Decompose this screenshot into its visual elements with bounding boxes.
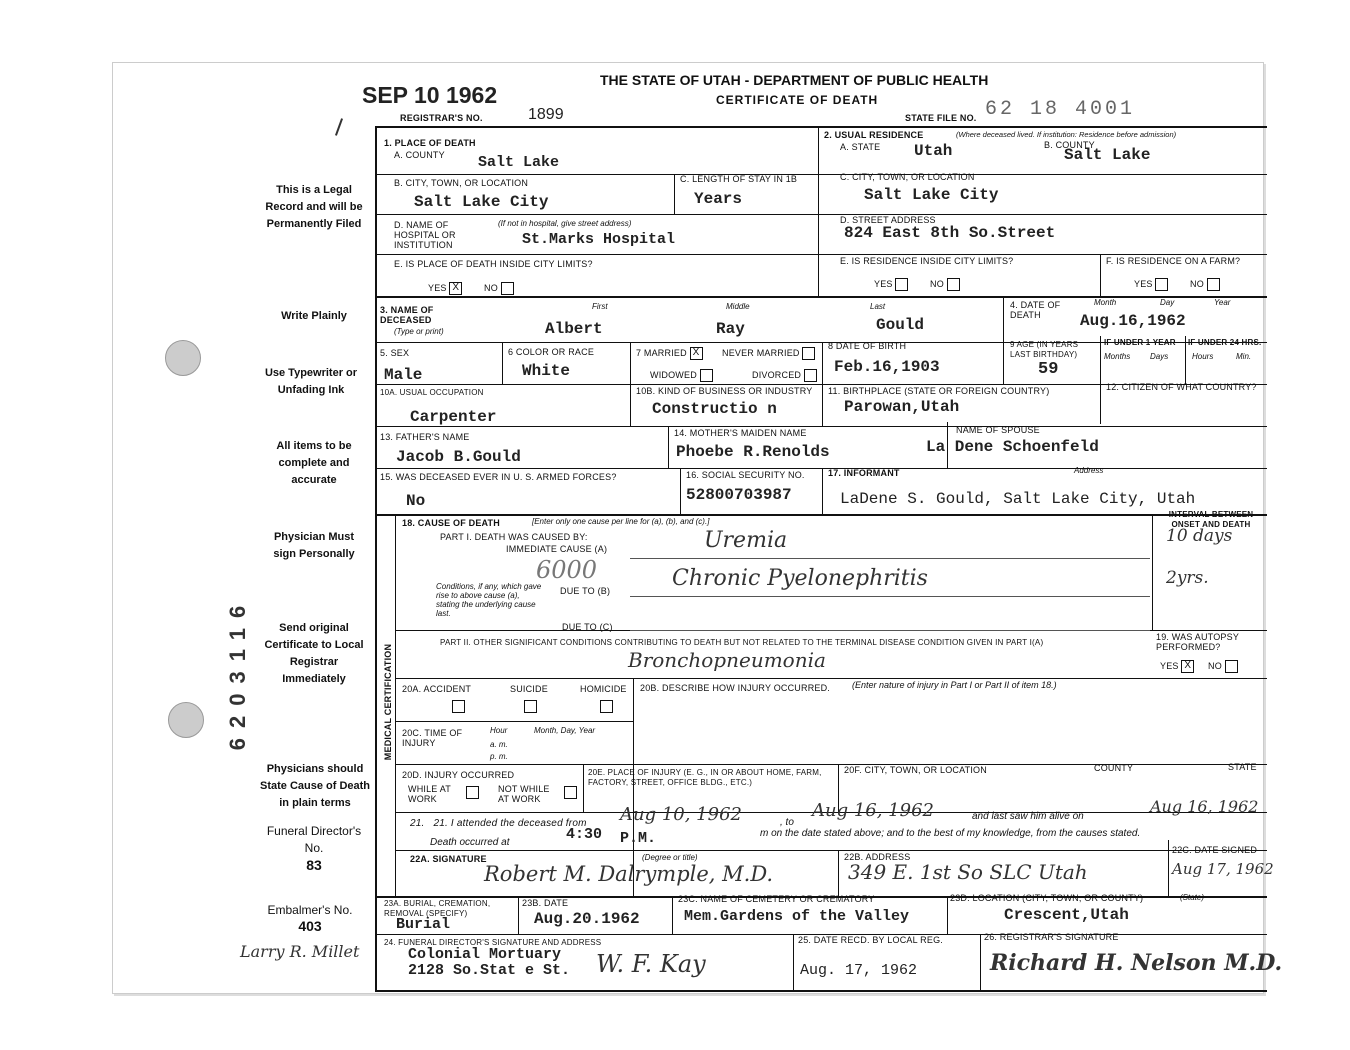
sex-label: 5. SEX <box>380 348 410 358</box>
cause-note: [Enter only one cause per line for (a), (b), and (c).] <box>532 517 710 526</box>
place-city-label: B. CITY, TOWN, OR LOCATION <box>394 178 529 188</box>
checkbox-res-no[interactable] <box>947 278 960 291</box>
embalmer-number: 403 <box>298 918 322 934</box>
county-of-injury-label: COUNTY <box>1094 763 1134 773</box>
birthplace: Parowan,Utah <box>844 398 960 416</box>
physician-address: 349 E. 1st So SLC Utah <box>848 860 1088 884</box>
middle-name-label: Middle <box>726 302 750 311</box>
death-pm: P.M. <box>620 830 657 847</box>
place-county-label: A. COUNTY <box>394 150 445 160</box>
business: Constructio n <box>652 400 777 418</box>
cause-part2: Bronchopneumonia <box>628 648 826 672</box>
accident-label: 20A. ACCIDENT <box>402 684 472 694</box>
funeral-director-number: 83 <box>306 857 322 873</box>
date-signed-label: 22C. DATE SIGNED <box>1172 845 1258 855</box>
interval-b: 2yrs. <box>1166 568 1209 588</box>
sex: Male <box>384 366 423 384</box>
while-at-work-label: WHILE AT WORK <box>408 784 451 804</box>
state-file-number: 62 18 4001 <box>985 98 1136 121</box>
time-of-injury-label: 20C. TIME OF INJURY <box>402 728 463 748</box>
document-title: CERTIFICATE OF DEATH <box>716 93 879 107</box>
physician-address-label: 22B. ADDRESS <box>844 852 911 862</box>
conditions-note: Conditions, if any, which gave rise to above cause (a), stating the underlying cause last. <box>436 582 542 618</box>
registrar-number: 1899 <box>528 106 564 123</box>
residence-state-label: A. STATE <box>840 142 881 152</box>
cause-a: Uremia <box>704 528 788 553</box>
checkbox-autopsy-yes[interactable]: X <box>1181 660 1194 673</box>
autopsy-yes: YES X <box>1160 660 1194 673</box>
checkbox-yes[interactable]: X <box>449 282 462 295</box>
armed-forces-label: 15. WAS DECEASED EVER IN U. S. ARMED FORCES? <box>380 472 617 482</box>
age-label: 9 AGE (IN YEARS LAST BIRTHDAY) <box>1010 340 1079 359</box>
spouse-label: NAME OF SPOUSE <box>956 425 1040 435</box>
not-while-at-work-label: NOT WHILE AT WORK <box>498 784 550 804</box>
date-of-death: Aug.16,1962 <box>1080 312 1186 330</box>
disease-code: 6000 <box>536 556 598 584</box>
under-24-hours-label: IF UNDER 24 HRS. <box>1188 338 1262 347</box>
occupation-label: 10A. USUAL OCCUPATION <box>380 388 484 397</box>
deceased-name-note: (Type or print) <box>394 327 444 336</box>
checkbox-farm-no[interactable] <box>1207 278 1220 291</box>
degree-label: (Degree or title) <box>642 853 698 862</box>
residence-note: (Where deceased lived. If institution: Residence before admission) <box>956 130 1177 139</box>
residence-inside-label: E. IS RESIDENCE INSIDE CITY LIMITS? <box>840 256 1014 266</box>
sidebar-send: Send original Certificate to Local Registrar Immediately <box>264 622 364 685</box>
signature-label: 22A. SIGNATURE <box>410 854 487 864</box>
sidebar-plain: Write Plainly <box>281 310 347 322</box>
checkbox-never-married[interactable] <box>802 347 815 360</box>
residence-city: Salt Lake City <box>864 186 999 204</box>
hour-label: Hour <box>490 726 508 735</box>
registrar-signature: Richard H. Nelson M.D. <box>990 950 1283 976</box>
funeral-director-signature: W. F. Kay <box>596 950 706 978</box>
birth-date: Feb.16,1903 <box>834 358 940 376</box>
state-title: THE STATE OF UTAH - DEPARTMENT OF PUBLIC HEALTH <box>600 72 989 88</box>
place-of-injury-label: 20E. PLACE OF INJURY (E. G., IN OR ABOUT HOME, FARM, FACTORY, STREET, OFFICE BLDG., ETC.) <box>588 768 822 787</box>
hospital-label: D. NAME OF HOSPITAL OR INSTITUTION <box>394 220 456 250</box>
death-occurred-label: Death occurred at <box>430 837 510 848</box>
punch-hole-top <box>165 340 201 376</box>
place-city: Salt Lake City <box>414 193 549 211</box>
medical-certification-side-label: MEDICAL CERTIFICATION <box>383 643 393 761</box>
hospital-note: (If not in hospital, give street address) <box>498 219 632 228</box>
date-signed: Aug 17, 1962 <box>1172 860 1274 878</box>
due-to-c-label: DUE TO (C) <box>562 622 613 632</box>
registrar-label: REGISTRAR'S NO. <box>400 113 483 123</box>
injury-occurred-label: 20D. INJURY OCCURRED <box>402 770 515 780</box>
informant-address-label: Address <box>1074 466 1104 475</box>
street-label: D. STREET ADDRESS <box>840 215 936 225</box>
autopsy-label: 19. WAS AUTOPSY PERFORMED? <box>1156 632 1239 652</box>
attended-from: Aug 10, 1962 <box>620 804 742 825</box>
checkbox-no[interactable] <box>501 282 514 295</box>
farm-yes: YES <box>1134 278 1168 291</box>
inside-city-label: E. IS PLACE OF DEATH INSIDE CITY LIMITS? <box>394 259 593 269</box>
mother-label: 14. MOTHER'S MAIDEN NAME <box>674 428 807 438</box>
place-of-death-label: 1. PLACE OF DEATH <box>384 138 476 148</box>
hours-label: Hours <box>1192 352 1214 361</box>
date-received-label: 25. DATE RECD. BY LOCAL REG. <box>798 935 943 945</box>
death-month-label: Month <box>1094 298 1117 307</box>
widowed-option: WIDOWED <box>650 369 713 382</box>
checkbox-not-while-at-work[interactable] <box>564 786 577 799</box>
business-label: 10B. KIND OF BUSINESS OR INDUSTRY <box>636 386 813 396</box>
deceased-name-label: 3. NAME OF DECEASED <box>380 305 434 325</box>
physician-signature: Robert M. Dalrymple, M.D. <box>484 862 774 886</box>
how-injury-label: 20B. DESCRIBE HOW INJURY OCCURRED. <box>640 683 830 693</box>
race: White <box>522 362 571 380</box>
length-of-stay-label: C. LENGTH OF STAY IN 1B <box>680 174 798 184</box>
death-year-label: Year <box>1214 298 1231 307</box>
attended-label: 21. 21. I attended the deceased from <box>410 818 587 829</box>
months-label: Months <box>1104 352 1131 361</box>
age: 59 <box>1038 360 1059 379</box>
date-of-death-label: 4. DATE OF DEATH <box>1010 300 1061 320</box>
punch-hole-bottom <box>168 702 204 738</box>
death-time: 4:30 <box>566 826 603 843</box>
residence-inside-no: NO <box>930 278 960 291</box>
place-inside-yes: YES X <box>428 282 462 295</box>
embalmer-signature: Larry R. Millet <box>240 942 360 961</box>
homicide-label: HOMICIDE <box>580 684 627 694</box>
checkbox-suicide[interactable] <box>524 700 537 713</box>
checkbox-res-yes[interactable] <box>895 278 908 291</box>
residence-county: Salt Lake <box>1064 146 1151 164</box>
embalmer-label: Embalmer's No. <box>267 903 353 917</box>
funeral-director-label: Funeral Director's No. <box>266 824 362 855</box>
pm-label: p. m. <box>490 752 508 761</box>
informant: LaDene S. Gould, Salt Lake City, Utah <box>840 490 1196 508</box>
residence-state: Utah <box>914 142 953 160</box>
cemetery: Mem.Gardens of the Valley <box>684 908 910 925</box>
residence-inside-yes: YES <box>874 278 908 291</box>
location-state-note: (State) <box>1180 893 1205 902</box>
married-option: 7 MARRIED X <box>636 347 703 360</box>
father-name: Jacob B.Gould <box>396 448 521 466</box>
race-label: 6 COLOR OR RACE <box>508 347 595 357</box>
father-label: 13. FATHER'S NAME <box>380 432 470 442</box>
received-stamp: SEP 10 1962 <box>362 82 498 108</box>
interval-a: 10 days <box>1166 526 1233 546</box>
hospital-name: St.Marks Hospital <box>522 231 676 248</box>
funeral-home: Colonial Mortuary <box>408 946 562 963</box>
days-label: Days <box>1150 352 1169 361</box>
last-name: Gould <box>876 316 925 334</box>
ssn: 52800703987 <box>686 486 792 504</box>
how-injury-note: (Enter nature of injury in Part I or Part II of item 18.) <box>852 680 1057 690</box>
vertical-file-number: 6203116 <box>225 595 250 751</box>
to-label: , to <box>780 817 794 828</box>
mother-name: Phoebe R.Renolds <box>676 443 830 461</box>
cemetery-label: 23C. NAME OF CEMETERY OR CREMATORY <box>678 894 875 904</box>
burial: Burial <box>396 916 451 933</box>
length-of-stay: Years <box>694 190 743 208</box>
armed-forces: No <box>406 492 426 510</box>
last-saw-label: and last saw him alive on <box>972 811 1084 822</box>
checkbox-married[interactable]: X <box>690 347 703 360</box>
cause-b: Chronic Pyelonephritis <box>672 566 928 591</box>
farm-no: NO <box>1190 278 1220 291</box>
farm-label: F. IS RESIDENCE ON A FARM? <box>1106 256 1241 266</box>
registrar-signature-label: 26. REGISTRAR'S SIGNATURE <box>984 932 1119 942</box>
burial-label: 23A. BURIAL, CREMATION, REMOVAL (SPECIFY) <box>384 899 491 918</box>
location-label: 23D. LOCATION (CITY, TOWN, OR COUNTY) <box>950 893 1144 903</box>
checkbox-widowed[interactable] <box>700 369 713 382</box>
checkbox-accident[interactable] <box>452 700 465 713</box>
due-to-b-label: DUE TO (B) <box>560 586 611 596</box>
sidebar-physician: Physician Must sign Personally <box>273 531 355 560</box>
burial-date-label: 23B. DATE <box>522 898 569 908</box>
part1-label: PART I. DEATH WAS CAUSED BY: <box>440 532 588 542</box>
am-label: a. m. <box>490 740 508 749</box>
checkbox-autopsy-no[interactable] <box>1225 660 1238 673</box>
burial-date: Aug.20.1962 <box>534 910 640 928</box>
cause-of-death-label: 18. CAUSE OF DEATH <box>402 518 500 528</box>
sidebar-items: All items to be complete and accurate <box>276 440 352 486</box>
funeral-home-address: 2128 So.Stat e St. <box>408 962 571 979</box>
sidebar-state-cause: Physicians should State Cause of Death in plain terms <box>259 763 371 809</box>
spouse-name: La Dene Schoenfeld <box>926 438 1099 456</box>
middle-name: Ray <box>716 320 745 338</box>
sidebar-legal: This is a Legal Record and will be Permanently Filed <box>265 184 363 230</box>
city-of-injury-label: 20F. CITY, TOWN, OR LOCATION <box>844 765 987 775</box>
checkbox-while-at-work[interactable] <box>466 786 479 799</box>
first-name-label: First <box>592 302 608 311</box>
date-received: Aug. 17, 1962 <box>800 962 918 979</box>
residence-county-label: B. COUNTY <box>1044 140 1095 150</box>
birth-date-label: 8 DATE OF BIRTH <box>828 341 907 351</box>
death-day-label: Day <box>1160 298 1175 307</box>
interval-label: INTERVAL BETWEEN ONSET AND DEATH <box>1168 510 1254 529</box>
checkbox-divorced[interactable] <box>804 369 817 382</box>
checkbox-homicide[interactable] <box>600 700 613 713</box>
place-inside-no: NO <box>484 282 514 295</box>
attended-to: Aug 16, 1962 <box>812 800 934 821</box>
on-date-statement: m on the date stated above; and to the best of my knowledge, from the causes stated. <box>760 828 1141 839</box>
burial-location: Crescent,Utah <box>1004 906 1129 924</box>
place-county: Salt Lake <box>478 154 560 171</box>
citizen-label: 12. CITIZEN OF WHAT COUNTRY? <box>1106 382 1257 392</box>
checkbox-farm-yes[interactable] <box>1155 278 1168 291</box>
funeral-director-signature-label: 24. FUNERAL DIRECTOR'S SIGNATURE AND ADDRESS <box>384 938 602 947</box>
minutes-label: Min. <box>1236 352 1252 361</box>
immediate-cause-label: IMMEDIATE CAUSE (A) <box>506 544 608 554</box>
sidebar-typewriter: Use Typewriter or Unfading Ink <box>264 367 358 396</box>
last-saw-date: Aug 16, 1962 <box>1150 797 1259 816</box>
month-day-year-label: Month, Day, Year <box>534 726 596 735</box>
divorced-option: DIVORCED <box>752 369 817 382</box>
under-one-year-label: IF UNDER 1 YEAR <box>1104 338 1176 347</box>
autopsy-no: NO <box>1208 660 1238 673</box>
residence-label: 2. USUAL RESIDENCE <box>824 130 924 140</box>
never-married-option: NEVER MARRIED <box>722 347 815 360</box>
ssn-label: 16. SOCIAL SECURITY NO. <box>686 470 805 480</box>
state-of-injury-label: STATE <box>1228 762 1257 772</box>
informant-label: 17. INFORMANT <box>828 468 900 478</box>
state-file-label: STATE FILE NO. <box>905 113 977 123</box>
part2-label: PART II. OTHER SIGNIFICANT CONDITIONS CONTRIBUTING TO DEATH BUT NOT RELATED TO THE TERMINAL DISEASE CONDITION GIVEN IN PART I(A) <box>440 638 1044 647</box>
birthplace-label: 11. BIRTHPLACE (STATE OR FOREIGN COUNTRY) <box>828 386 1050 396</box>
street-address: 824 East 8th So.Street <box>844 224 1056 242</box>
occupation: Carpenter <box>410 408 497 426</box>
last-name-label: Last <box>870 302 886 311</box>
residence-city-label: C. CITY, TOWN, OR LOCATION <box>840 172 975 182</box>
first-name: Albert <box>545 320 603 338</box>
suicide-label: SUICIDE <box>510 684 548 694</box>
